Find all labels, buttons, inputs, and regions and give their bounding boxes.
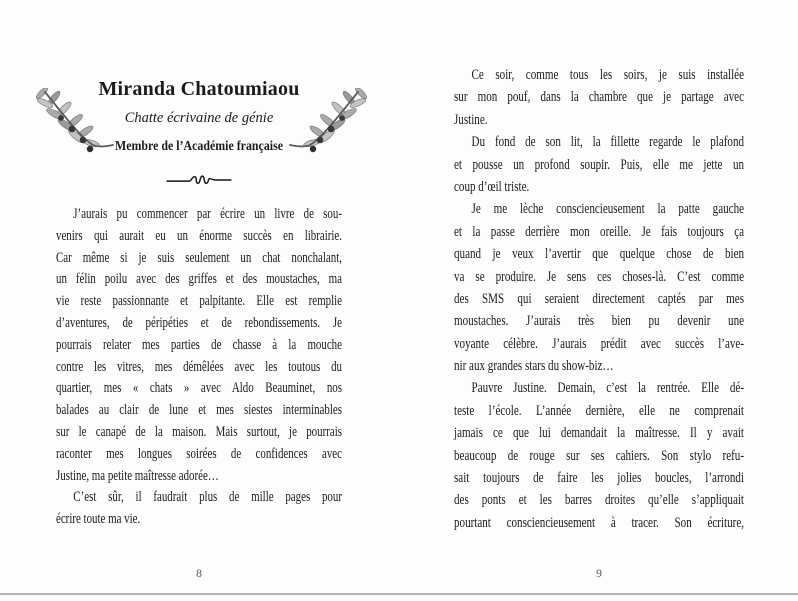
text-line: Ce soir, comme tous les soirs, je suis installée [471, 67, 745, 83]
text-line: un félin poilu avec des griffes et des moustaches, ma [56, 271, 342, 288]
text-line: sur le canapé de la maison. Mais surtout, je pourrais [56, 423, 342, 440]
right-page-text [454, 64, 744, 534]
window-bottom-edge [0, 593, 798, 595]
text-line: voyante célèbre. J’aurais prédit avec succès l’ave- [454, 335, 745, 352]
text-line: coup d’œil triste. [454, 178, 530, 195]
text-line: et pousse un profond soupir. Puis, elle me jette un [454, 156, 745, 173]
text-line: Je me lèche consciencieusement la patte gauche [471, 201, 745, 218]
page-number-left: 8 [196, 568, 202, 580]
text-line: pourtant consciencieusement à tracer. Son écriture, [454, 514, 745, 531]
text-line: d’aventures, de péripéties et de rebondissements. Je [56, 314, 342, 331]
text-line: écrire toute ma vie. [56, 511, 141, 528]
left-page [56, 0, 342, 601]
left-page-text [56, 204, 342, 531]
text-line: va se produire. Je sens ces choses-là. C’est comme [454, 268, 745, 285]
page-number-right: 9 [596, 568, 602, 580]
text-line: Car même si je suis seulement un chat nonchalant, [56, 249, 342, 266]
text-line: et la passe derrière mon oreille. Je fais toujours ça [454, 223, 745, 240]
text-line: Justine, ma petite maîtresse adorée… [56, 467, 219, 484]
text-line: teste l’école. L’année dernière, elle ne comprenait [454, 402, 745, 419]
text-line: sur mon pouf, dans la chambre que je partage avec [454, 89, 745, 106]
text-line: quartier, mes « chats » avec Aldo Beauminet, nos [56, 380, 342, 397]
book-author-title: Miranda Chatoumiaou [98, 78, 300, 100]
text-line: venirs qui aurait eu un énorme succès en librairie. [56, 227, 342, 244]
olive-branch-left-icon [33, 88, 115, 180]
text-line: moustaches. J’aurais très bien pu devenir une [454, 313, 745, 330]
right-page [454, 0, 744, 601]
text-line: J’aurais pu commencer par écrire un livre de sou- [73, 206, 342, 222]
text-line: C’est sûr, il faudrait plus de mille pages pour [73, 489, 342, 506]
text-line: Pauvre Justine. Demain, c’est la rentrée. Elle dé- [471, 380, 745, 397]
text-line: Justine. [454, 111, 488, 128]
text-line: jamais ce que lui demandait la maîtresse. Il y avait [454, 425, 745, 442]
squiggle-divider-icon [166, 170, 232, 190]
text-line: quand je veux l’avertir que quelque chose de bien [454, 246, 745, 263]
text-line: nir aux grandes stars du show-biz… [454, 358, 614, 375]
book-subtitle: Chatte écrivaine de génie [124, 110, 274, 126]
book-affiliation: Membre de l’Académie française [115, 139, 283, 154]
text-line: pourrais relater mes parties de chasse à la mouche [56, 336, 342, 353]
text-line: des SMS qui seraient directement captés par mes [454, 290, 745, 307]
text-line: des ponts et les barres droites qu’elle s’appliquait [454, 492, 745, 509]
text-line: balades au clair de lune et mes siestes interminables [56, 402, 342, 419]
text-line: sait toujours de faire les jolies boucles, l’arrondi [454, 470, 745, 487]
text-line: vie reste passionnante et palpitante. Elle est remplie [56, 293, 342, 310]
text-line: Du fond de son lit, la fillette regarde le plafond [471, 134, 745, 151]
text-line: raconter mes longues soirées de confidences avec [56, 445, 342, 462]
text-line: contre les vitres, mes démêlées avec les toutous du [56, 358, 342, 375]
text-line: beaucoup de rouge sur ses cahiers. Son stylo refu- [454, 447, 745, 464]
olive-branch-right-icon [288, 88, 370, 180]
